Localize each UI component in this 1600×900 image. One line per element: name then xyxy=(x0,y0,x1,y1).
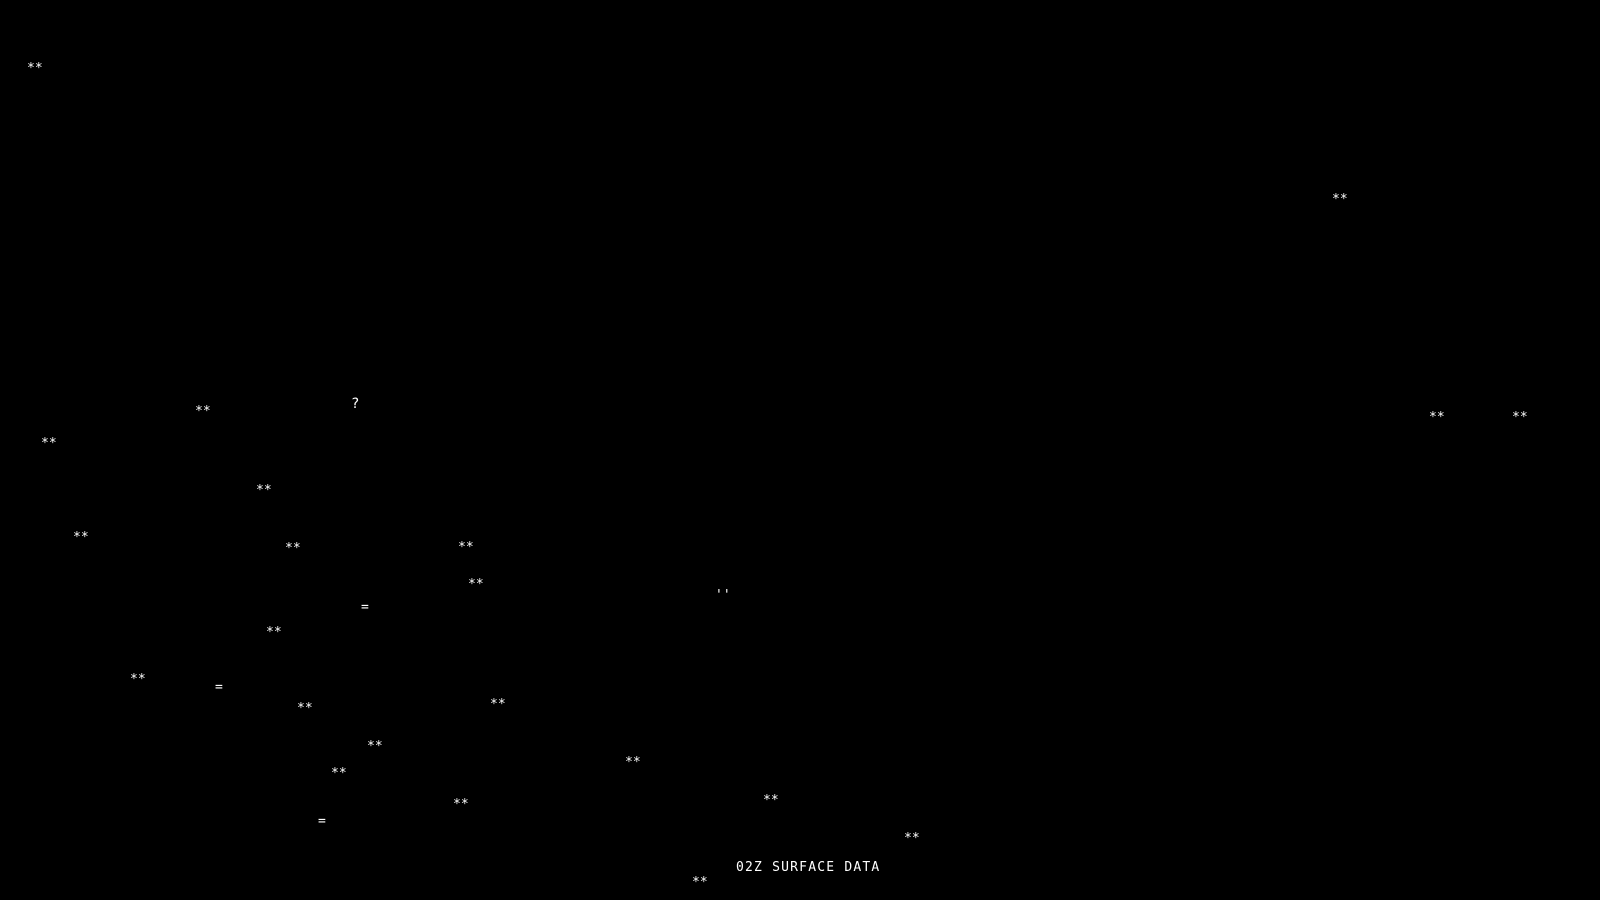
station-question: ? xyxy=(351,396,360,412)
station-star: ** xyxy=(1429,410,1445,425)
station-star: ** xyxy=(285,541,301,556)
station-star: ** xyxy=(904,831,920,846)
station-star: ** xyxy=(490,697,506,712)
station-star: ** xyxy=(468,577,484,592)
station-star: ** xyxy=(130,672,146,687)
station-star: ** xyxy=(256,483,272,498)
station-quote: '' xyxy=(715,588,731,603)
station-equal: = xyxy=(318,814,326,829)
station-star: ** xyxy=(625,755,641,770)
station-star: ** xyxy=(453,797,469,812)
station-star: ** xyxy=(297,701,313,716)
station-star: ** xyxy=(367,739,383,754)
station-star: ** xyxy=(41,436,57,451)
station-star: ** xyxy=(692,875,708,890)
map-caption: 02Z SURFACE DATA xyxy=(736,860,881,875)
station-star: ** xyxy=(1512,410,1528,425)
station-star: ** xyxy=(195,404,211,419)
station-star: ** xyxy=(27,61,43,76)
station-star: ** xyxy=(1332,192,1348,207)
station-star: ** xyxy=(458,540,474,555)
station-equal: = xyxy=(361,600,369,615)
station-star: ** xyxy=(763,793,779,808)
station-star: ** xyxy=(331,766,347,781)
station-equal: = xyxy=(215,680,223,695)
station-star: ** xyxy=(73,530,89,545)
station-star: ** xyxy=(266,625,282,640)
